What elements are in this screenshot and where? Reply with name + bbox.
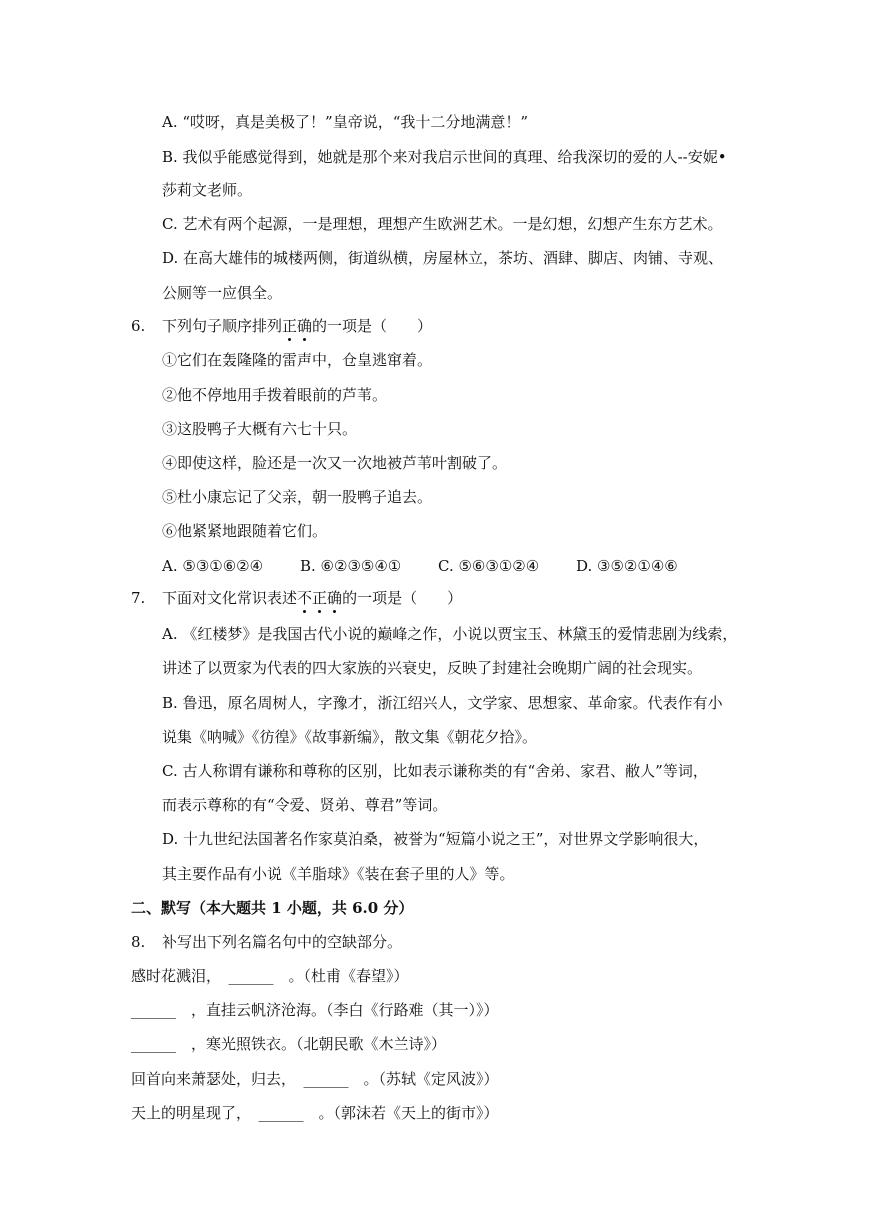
q6-stem-before: 下列句子顺序排列 (162, 317, 283, 335)
q8-fill-line-2 (131, 1000, 499, 1020)
q8-number: 8. (131, 933, 146, 951)
q8-line1-blank: ______ (228, 967, 274, 985)
q7-option-a-line2: 讲述了以贾家为代表的四大家族的兴衰史，反映了封建社会晚期广阔的社会现实。 (162, 659, 703, 677)
q6-sentence-2: ②他不停地用手拨着眼前的芦苇。 (162, 386, 388, 404)
q8-line4-before: 回首向来萧瑟处，归去， (131, 1070, 289, 1088)
q8-line5-blank: ______ (258, 1104, 304, 1122)
q7-option-d-line1: D. 十九世纪法国著名作家莫泊桑，被誉为“短篇小说之王”，对世界文学影响很大， (162, 830, 709, 848)
q5-option-d-line2: 公厕等一应俱全。 (162, 284, 283, 302)
q8-line2-after: ，直挂云帆济沧海。（李白《行路难（其一）》） (191, 1001, 499, 1019)
q7-option-c-line2: 而表示尊称的有“令爱、贤弟、尊君”等词。 (162, 796, 448, 814)
q7-option-c-line1: C. 古人称谓有谦称和尊称的区别，比如表示谦称类的有“舍弟、家君、敝人”等词， (162, 762, 708, 780)
q8-stem: 补写出下列名篇名句中的空缺部分。 (162, 933, 403, 951)
q8-line1-after: 。（杜甫《春望》） (288, 967, 409, 985)
q7-option-b-line1: B. 鲁迅，原名周树人，字豫才，浙江绍兴人，文学家、思想家、革命家。代表作有小 (162, 694, 723, 712)
q8-line5-before: 天上的明星现了， (131, 1104, 244, 1122)
q6-option-d: D. ③⑤②①④⑥ (576, 557, 678, 575)
q7-number: 7. (131, 589, 146, 607)
q6-stem (162, 316, 432, 336)
q6-sentence-4: ④即使这样，脸还是一次又一次地被芦苇叶割破了。 (162, 454, 508, 472)
q8-line1-before: 感时花溅泪， (131, 967, 214, 985)
q8-line5-after: 。（郭沫若《天上的街市》） (318, 1104, 499, 1122)
q7-option-a-line1: A. 《红楼梦》是我国古代小说的巅峰之作，小说以贾宝玉、林黛玉的爱情悲剧为线索， (162, 625, 738, 643)
q6-stem-after: 的一项是（ ） (312, 317, 433, 335)
q8-line3-blank: ______ (131, 1035, 176, 1053)
q5-option-c: C. 艺术有两个起源，一是理想，理想产生欧洲艺术。一是幻想，幻想产生东方艺术。 (162, 215, 723, 233)
q6-sentence-5: ⑤杜小康忘记了父亲，朝一股鸭子追去。 (162, 488, 433, 506)
q8-line2-blank: ______ (131, 1001, 176, 1019)
q6-stem-emph-1: 正 (282, 317, 298, 335)
q6-sentence-1: ①它们在轰隆隆的雷声中，仓皇逃窜着。 (162, 351, 433, 369)
q8-fill-line-5 (131, 1103, 499, 1123)
q5-option-b-line2: 莎莉文老师。 (162, 181, 253, 199)
section2-heading: 二、默写（本大题共 1 小题，共 6.0 分） (131, 899, 414, 917)
q6-sentence-6: ⑥他紧紧地跟随着它们。 (162, 522, 328, 540)
q7-stem-after: 的一项是（ ） (342, 589, 463, 607)
q6-option-c: C. ⑤⑥③①②④ (438, 557, 540, 575)
q8-line4-after: 。（苏轼《定风波》） (363, 1070, 499, 1088)
q8-fill-line-4 (131, 1069, 499, 1089)
q8-line4-blank: ______ (303, 1070, 349, 1088)
q6-sentence-3: ③这股鸭子大概有六七十只。 (162, 420, 358, 438)
q6-option-a: A. ⑤③①⑥②④ (162, 557, 264, 575)
q7-stem-emph-3: 确 (327, 589, 343, 607)
q7-stem-emph-1: 不 (297, 589, 313, 607)
q5-option-b-line1: B. 我似乎能感觉得到，她就是那个来对我启示世间的真理、给我深切的爱的人--安妮• (162, 148, 727, 166)
q8-line3-after: ，寒光照铁衣。（北朝民歌《木兰诗》） (191, 1035, 447, 1053)
q7-option-b-line2: 说集《呐喊》《彷徨》《故事新编》，散文集《朝花夕拾》。 (162, 728, 538, 746)
q6-number: 6. (131, 317, 146, 335)
q7-option-d-line2: 其主要作品有小说《羊脂球》《装在套子里的人》等。 (162, 865, 515, 883)
q5-option-a: A. “哎呀，真是美极了！”皇帝说，“我十二分地满意！” (162, 113, 529, 131)
q7-stem-before: 下面对文化常识表述 (162, 589, 298, 607)
q7-stem-emph-2: 正 (312, 589, 328, 607)
q6-option-b: B. ⑥②③⑤④① (300, 557, 402, 575)
q5-option-d-line1: D. 在高大雄伟的城楼两侧，街道纵横，房屋林立，茶坊、酒肆、脚店、肉铺、寺观、 (162, 249, 724, 267)
q7-stem (162, 588, 462, 608)
q6-stem-emph-2: 确 (297, 317, 313, 335)
q8-fill-line-3 (131, 1034, 446, 1054)
q8-fill-line-1 (131, 966, 409, 986)
